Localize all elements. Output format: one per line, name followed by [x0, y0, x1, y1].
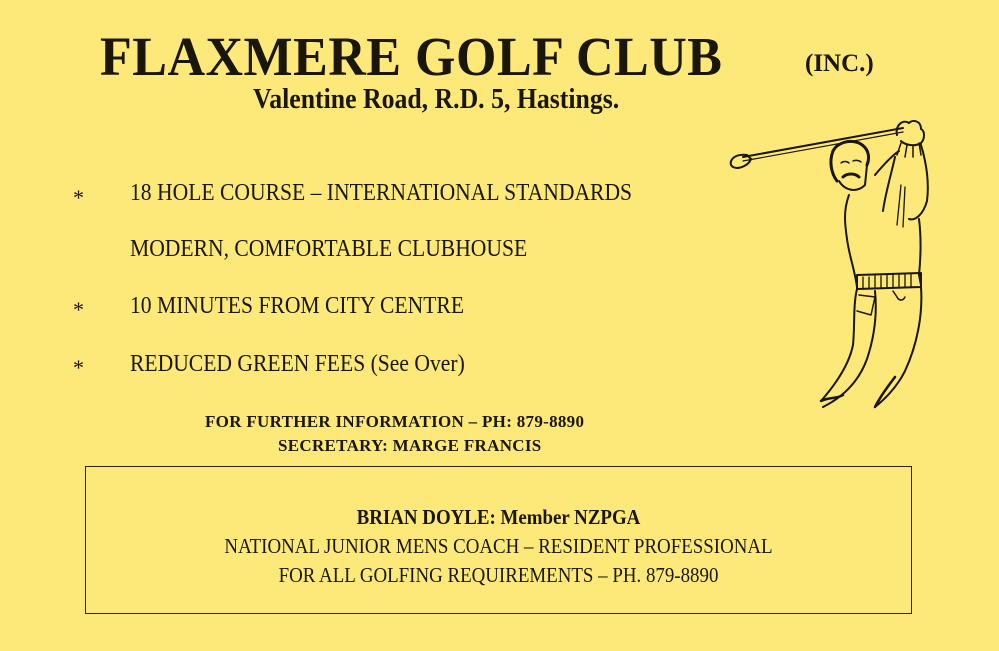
pro-phone: FOR ALL GOLFING REQUIREMENTS – PH. 879-8890: [278, 563, 719, 587]
feature-item: MODERN, COMFORTABLE CLUBHOUSE: [130, 236, 528, 262]
feature-item: 18 HOLE COURSE – INTERNATIONAL STANDARDS: [130, 180, 633, 206]
pro-title: NATIONAL JUNIOR MENS COACH – RESIDENT PROFESSIONAL: [224, 534, 773, 558]
club-address: Valentine Road, R.D. 5, Hastings.: [253, 84, 620, 115]
club-suffix: (INC.): [805, 50, 874, 77]
professional-box: [85, 466, 912, 614]
feature-item: 10 MINUTES FROM CITY CENTRE: [130, 293, 465, 319]
bullet-star: *: [73, 185, 84, 210]
club-title: FLAXMERE GOLF CLUB: [100, 27, 723, 88]
bullet-star: *: [73, 297, 84, 322]
pro-name: BRIAN DOYLE: Member NZPGA: [356, 505, 641, 529]
secretary-line: SECRETARY: MARGE FRANCIS: [278, 436, 542, 455]
golfer-swing-icon: [725, 115, 955, 410]
contact-info-line: FOR FURTHER INFORMATION – PH: 879-8890: [205, 412, 585, 431]
feature-item: REDUCED GREEN FEES (See Over): [130, 351, 465, 377]
bullet-star: *: [73, 355, 84, 380]
